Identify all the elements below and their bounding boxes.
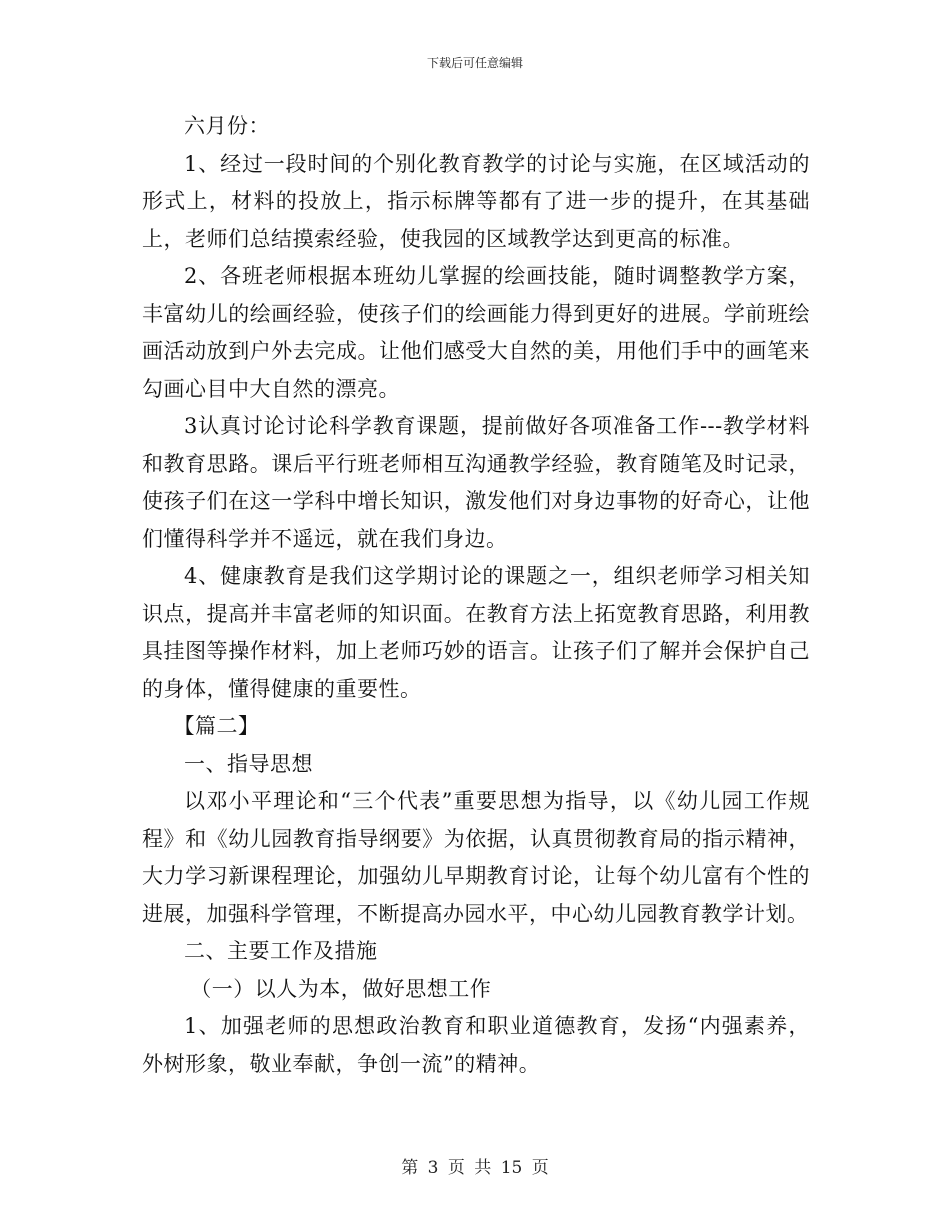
paragraph-item-3: 3认真讨论讨论科学教育课题，提前做好各项准备工作---教学材料和教育思路。课后平行班老师相互沟通教学经验，教育随笔及时记录，使孩子们在这一学科中增长知识，激发他们对身边事物的好奇心，让他们懂得科学并不遥远，就在我们身边。: [142, 414, 810, 551]
paragraph-teacher-education: 1、加强老师的思想政治教育和职业道德教育，发扬“内强素养，外树形象，敬业奉献，争创一流”的精神。: [142, 1014, 810, 1076]
document-body: [142, 108, 810, 1083]
paragraph-item-4: 4、健康教育是我们这学期讨论的课题之一，组织老师学习相关知识点，提高并丰富老师的知识面。在教育方法上拓宽教育思路，利用教具挂图等操作材料，加上老师巧妙的语言。让孩子们了解并会保护自己的身体，懂得健康的重要性。: [142, 564, 810, 701]
paragraph-guiding-thought: 以邓小平理论和“三个代表”重要思想为指导，以《幼儿园工作规程》和《幼儿园教育指导纲要》为依据，认真贯彻教育局的指示精神，大力学习新课程理论，加强幼儿早期教育讨论，让每个幼儿富有个性的进展，加强科学管理，不断提高办园水平，中心幼儿园教育教学计划。: [142, 789, 810, 926]
paragraph-item-2: 2、各班老师根据本班幼儿掌握的绘画技能，随时调整教学方案，丰富幼儿的绘画经验，使孩子们的绘画能力得到更好的进展。学前班绘画活动放到户外去完成。让他们感受大自然的美，用他们手中的画笔来勾画心目中大自然的漂亮。: [142, 264, 810, 401]
paragraph-item-1: 1、经过一段时间的个别化教育教学的讨论与实施，在区域活动的形式上，材料的投放上，指示标牌等都有了进一步的提升，在其基础上，老师们总结摸索经验，使我园的区域教学达到更高的标准。: [142, 151, 810, 251]
section-heading-main-work: 二、主要工作及措施: [184, 939, 378, 963]
section-title-part-two: 【篇二】: [173, 714, 260, 738]
subsection-heading-people-oriented: （一）以人为本，做好思想工作: [190, 976, 492, 1001]
paragraph-month: 六月份：: [184, 114, 270, 138]
section-heading-guiding-thought: 一、指导思想: [184, 751, 313, 776]
page-footer-page-number: 第 3 页 共 15 页: [401, 1158, 549, 1178]
page-header: 下载后可任意编辑: [426, 56, 523, 70]
